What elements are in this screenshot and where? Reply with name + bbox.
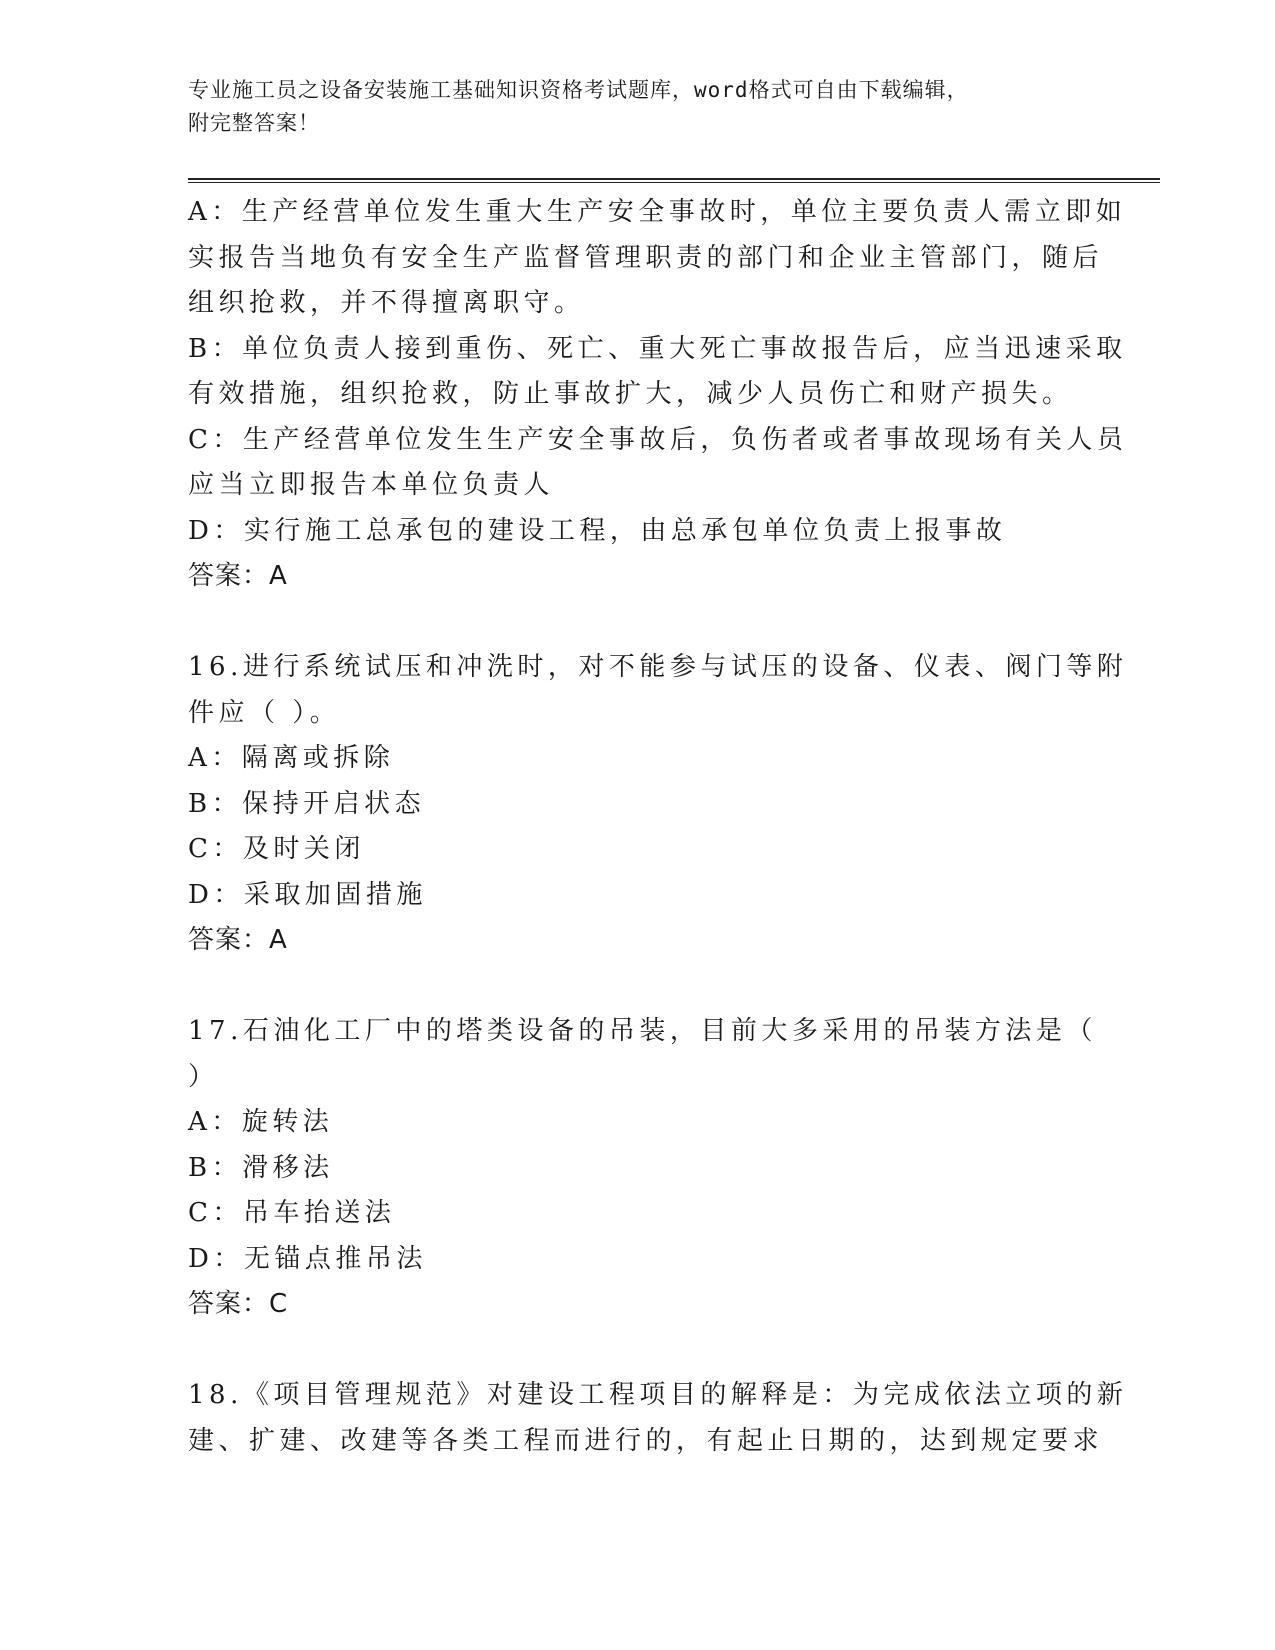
header-divider [188,178,1160,183]
q17-option-d: D：无锚点推吊法 [188,1243,427,1274]
q17-question-line-1: 17.石油化工厂中的塔类设备的吊装，目前大多采用的吊装方法是（ [188,1016,1097,1046]
q15-option-b-line-1: B：单位负责人接到重伤、死亡、重大死亡事故报告后，应当迅速采取 [188,333,1127,364]
q15-option-a-line-2: 实报告当地负有安全生产监督管理职责的部门和企业主管部门，随后 [188,242,1104,273]
q15-option-a-line-1: A：生产经营单位发生重大生产安全事故时，单位主要负责人需立即如 [188,197,1127,227]
spacer [188,964,1088,1010]
question-15-options [188,190,1128,600]
q16-answer: 答案：A [188,925,288,955]
q16-question-line-2: 件应（ ）。 [188,697,341,728]
q16-question-line-1: 16.进行系统试压和冲洗时，对不能参与试压的设备、仪表、阀门等附 [188,652,1128,682]
spacer [188,1328,1088,1374]
document-header [188,74,1088,140]
q17-question-line-2: ） [188,1061,219,1092]
question-17 [188,1009,1097,1328]
q15-option-a-line-3: 组织抢救，并不得擅离职守。 [188,288,585,318]
q18-question-line-2: 建、扩建、改建等各类工程而进行的，有起止日期的，达到规定要求 [188,1425,1104,1456]
q15-option-c-line-2: 应当立即报告本单位负责人 [188,470,555,500]
question-18 [188,1373,1128,1464]
q17-option-b: B：滑移法 [188,1152,334,1183]
spacer [188,600,1088,646]
exam-content [188,190,1128,1464]
q16-option-b: B：保持开启状态 [188,788,426,819]
question-16 [188,645,1128,964]
q16-option-d: D：采取加固措施 [188,879,427,910]
q16-option-a: A：隔离或拆除 [188,743,395,773]
q15-option-d: D：实行施工总承包的建设工程，由总承包单位负责上报事故 [188,515,1007,546]
header-title-line-2: 附完整答案！ [188,111,320,135]
q16-option-c: C：及时关闭 [188,834,365,864]
q17-option-c: C：吊车抬送法 [188,1198,396,1228]
q15-option-c-line-1: C：生产经营单位发生生产安全事故后，负伤者或者事故现场有关人员 [188,424,1128,455]
q18-question-line-1: 18.《项目管理规范》对建设工程项目的解释是：为完成依法立项的新 [188,1380,1128,1410]
q17-answer: 答案：C [188,1289,289,1319]
q17-option-a: A：旋转法 [188,1107,334,1137]
q15-option-b-line-2: 有效措施，组织抢救，防止事故扩大，减少人员伤亡和财产损失。 [188,379,1073,409]
header-title-line-1: 专业施工员之设备安装施工基础知识资格考试题库，word格式可自由下载编辑， [188,78,969,102]
q15-answer: 答案：A [188,561,288,591]
